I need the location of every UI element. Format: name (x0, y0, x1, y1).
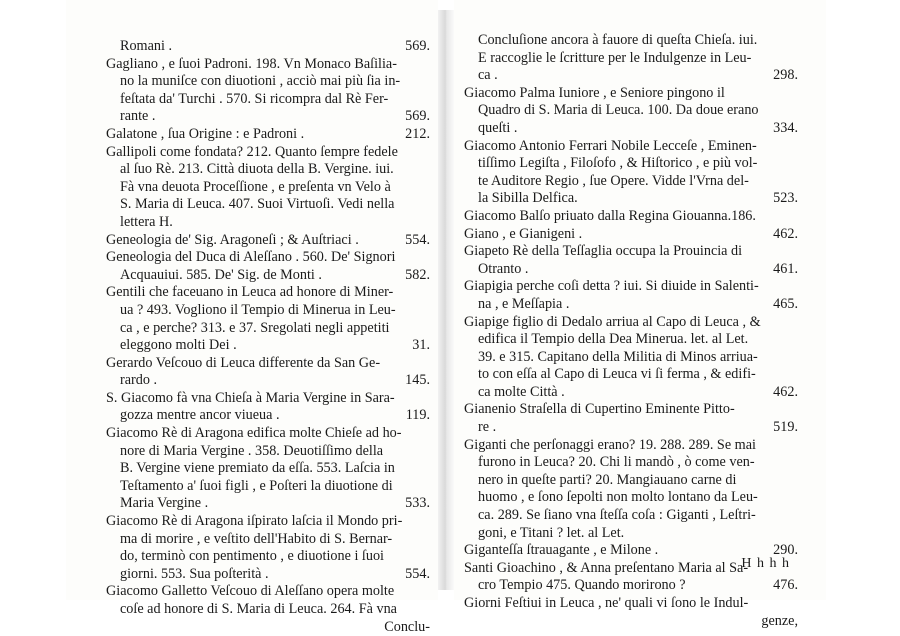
index-line (106, 108, 430, 126)
index-entry-text: tiſſimo Legiſta , Filoſofo , & Hiſtorico , e più vol- (478, 155, 758, 172)
index-line (464, 278, 798, 296)
index-entry-text: Giganti che perſonaggi erano? 19. 288. 289. Se mai (464, 436, 756, 453)
index-entry-text: te Auditore Regio , ſue Opere. Vidde l'Vrna del- (478, 172, 749, 189)
index-entry-text: Giacomo Galletto Veſcouo di Aleſſano opera molte (106, 583, 395, 600)
index-entry-text: ma di morire , e veſtito dell'Habito di S. Bernar- (120, 530, 393, 547)
index-entry-text: queſti . (478, 119, 518, 136)
index-entry-text: Gianenio Straſella di Cupertino Eminente Pitto- (464, 401, 735, 418)
page-reference: 31. (412, 337, 430, 354)
index-line (106, 214, 430, 232)
index-line (464, 208, 798, 226)
index-line (464, 577, 798, 595)
index-line (464, 173, 798, 191)
index-line (106, 390, 430, 408)
index-line (106, 372, 430, 390)
index-line (464, 384, 798, 402)
index-entry-text: ua ? 493. Vogliono il Tempio di Minerua in Leu- (120, 301, 396, 318)
index-entry-text: Giacomo Rè di Aragona iſpirato laſcia il Mondo pri- (106, 513, 403, 530)
index-line (464, 595, 798, 613)
index-entry-text: Giapige figlio di Dedalo arriua al Capo di Leuca , & (464, 313, 761, 330)
index-line (464, 613, 798, 631)
index-line (106, 38, 430, 56)
index-entry-text: Maria Vergine . (120, 495, 209, 512)
index-entry-text: Giacomo Balſo priuato dalla Regina Giouanna.186. (464, 207, 756, 224)
index-entry-text: Gagliano , e ſuoi Padroni. 198. Vn Monaco Baſilia- (106, 55, 397, 72)
index-entry-text: cro Tempio 475. Quando morirono ? (478, 577, 686, 594)
index-entry-text: nero in queſte parti? 20. Mangiauano carne di (478, 471, 737, 488)
index-line (464, 366, 798, 384)
index-line (464, 507, 798, 525)
page-reference: 554. (405, 231, 430, 248)
index-line (106, 56, 430, 74)
index-entry-text: Giacomo Palma Iuniore , e Seniore pingono il (464, 84, 725, 101)
page-reference: 582. (405, 266, 430, 283)
page-reference: 290. (773, 542, 798, 559)
page-reference: Conclu- (384, 618, 430, 635)
index-entry-text: to con eſſa al Capo di Leuca vi ſi ferma , & edifi- (478, 366, 756, 383)
index-line (106, 284, 430, 302)
index-line (464, 243, 798, 261)
index-entry-text: giorni. 553. Sua poſterità . (120, 565, 269, 582)
page-reference: 145. (405, 372, 430, 389)
signature-mark: H h h h (741, 556, 790, 571)
index-entry-text: Romani . (120, 38, 173, 54)
index-line (106, 460, 430, 478)
index-line (106, 91, 430, 109)
page-reference: 462. (773, 225, 798, 242)
index-entry-text: Acquauiui. 585. De' Sig. de Monti . (120, 266, 322, 283)
right-index-column (464, 32, 798, 630)
index-entry-text: Giacomo Antonio Ferrari Nobile Lecceſe , Eminen- (464, 137, 757, 154)
index-entry-text: Gerardo Veſcouo di Leuca differente da San Ge- (106, 354, 381, 371)
index-entry-text: S. Maria di Leuca. 407. Suoi Virtuoſi. Vedi nella (120, 196, 395, 213)
index-line (464, 472, 798, 490)
index-line (464, 437, 798, 455)
index-entry-text: Concluſione ancora à fauore di queſta Chieſa. iui. (478, 32, 758, 48)
index-entry-text: la Sibilla Delfica. (478, 190, 578, 207)
index-line (464, 525, 798, 543)
index-line (464, 85, 798, 103)
index-entry-text: coſe ad honore di S. Maria di Leuca. 264. Fà vna (120, 601, 397, 617)
index-entry-text: furono in Leuca? 20. Chi li mandò , ò come ven- (478, 454, 755, 471)
index-entry-text: re . (478, 419, 497, 436)
index-entry-text: Geneologia de' Sig. Aragoneſi ; & Auſtriaci . (106, 231, 359, 248)
index-line (106, 337, 430, 355)
index-line (464, 32, 798, 50)
index-entry-text: E raccoglie le ſcritture per le Indulgenze in Leu- (478, 49, 752, 66)
index-entry-text: Quadro di S. Maria di Leuca. 100. Da doue erano (478, 102, 759, 119)
index-entry-text: no la muniſce con diuotioni , acciò mai più ſia in- (120, 73, 401, 90)
book-gutter (438, 10, 454, 590)
index-line (106, 232, 430, 250)
index-line (464, 349, 798, 367)
index-entry-text: Giano , e Gianigeni . (464, 225, 583, 242)
index-line (106, 407, 430, 425)
index-entry-text: Otranto . (478, 260, 529, 277)
index-entry-text: 39. e 315. Capitano della Militia di Minos arriua- (478, 348, 758, 365)
index-line (106, 73, 430, 91)
index-line (106, 531, 430, 549)
index-line (106, 179, 430, 197)
left-index-column (106, 38, 430, 636)
index-line (106, 196, 430, 214)
index-entry-text: Geneologia del Duca di Aleſſano . 560. De' Signori (106, 249, 396, 266)
index-entry-text: gozza mentre ancor viueua . (120, 407, 280, 424)
page-reference: 465. (773, 295, 798, 312)
index-line (106, 355, 430, 373)
page-reference: 523. (773, 190, 798, 207)
index-line (106, 566, 430, 584)
index-line (106, 320, 430, 338)
left-page (66, 0, 438, 635)
page-reference: 334. (773, 119, 798, 136)
index-line (106, 601, 430, 619)
index-line (464, 314, 798, 332)
index-line (106, 513, 430, 531)
index-line (464, 155, 798, 173)
index-entry-text: Teſtamento a' ſuoi figli , e Poſteri la diuotione di (120, 477, 393, 494)
page-reference: 554. (405, 565, 430, 582)
index-entry-text: Gallipoli come fondata? 212. Quanto ſempre fedele (106, 143, 398, 160)
index-entry-text: nore di Maria Vergine . 358. Deuotiſſimo della (120, 442, 384, 459)
index-entry-text: al ſuo Rè. 213. Città diuota della B. Vergine. iui. (120, 161, 394, 178)
index-line (106, 548, 430, 566)
index-entry-text: feſtata da' Turchi . 570. Si ricompra dal Rè Fer- (120, 90, 389, 107)
index-entry-text: S. Giacomo fà vna Chieſa à Maria Vergine in Sara- (106, 389, 395, 406)
index-line (464, 67, 798, 85)
index-entry-text: Giapigia perche coſi detta ? iui. Si diuide in Salenti- (464, 278, 759, 295)
index-entry-text: Giganteſſa ſtrauagante , e Milone . (464, 542, 659, 559)
index-line (106, 478, 430, 496)
page-reference: 462. (773, 383, 798, 400)
index-entry-text: edifica il Tempio della Dea Minerua. let. al Let. (478, 331, 749, 348)
page-reference: 298. (773, 67, 798, 84)
index-entry-text: Giorni Feſtiui in Leuca , ne' quali vi ſono le Indul- (464, 595, 749, 611)
index-line (464, 489, 798, 507)
index-entry-text: ca. 289. Se ſiano vna ſteſſa coſa : Giganti , Leſtri- (478, 507, 756, 524)
page-reference: 476. (773, 577, 798, 594)
index-line (106, 126, 430, 144)
index-line (106, 161, 430, 179)
page-reference: 569. (405, 38, 430, 54)
right-page (454, 0, 826, 629)
index-entry-text: Giacomo Rè di Aragona edifica molte Chieſe ad ho- (106, 425, 402, 442)
index-line (106, 249, 430, 267)
index-entry-text: B. Vergine viene premiato da eſſa. 553. Laſcia in (120, 460, 395, 477)
index-line (464, 401, 798, 419)
index-entry-text: eleggono molti Dei . (120, 337, 237, 354)
index-line (106, 443, 430, 461)
index-line (106, 267, 430, 285)
page-reference: 119. (405, 407, 430, 424)
index-line (106, 495, 430, 513)
index-entry-text: goni, e Titani ? let. al Let. (478, 524, 625, 541)
index-line (464, 120, 798, 138)
index-entry-text: rante . (120, 108, 156, 125)
index-entry-text: huomo , e ſono ſepolti non molto lontano da Leu- (478, 489, 758, 506)
index-line (464, 296, 798, 314)
index-line (464, 190, 798, 208)
index-entry-text: Santi Gioachino , & Anna preſentano Maria al Sa- (464, 559, 749, 576)
page-reference: 461. (773, 260, 798, 277)
page-reference: 533. (405, 495, 430, 512)
index-entry-text: ca molte Città . (478, 383, 565, 400)
index-line (106, 302, 430, 320)
index-line (464, 138, 798, 156)
index-line (106, 144, 430, 162)
index-entry-text: Gentili che faceuano in Leuca ad honore di Miner- (106, 284, 394, 301)
page-reference: 569. (405, 108, 430, 125)
page-reference: 212. (405, 125, 430, 142)
index-entry-text: Galatone , ſua Origine : e Padroni . (106, 125, 305, 142)
index-line (464, 454, 798, 472)
index-entry-text: lettera H. (120, 213, 173, 230)
page-reference: 519. (773, 419, 798, 436)
index-entry-text: Giapeto Rè della Teſſaglia occupa la Prouincia di (464, 243, 743, 260)
index-entry-text: do, terminò con pentimento , e diuotione i ſuoi (120, 548, 384, 565)
index-line (464, 226, 798, 244)
index-line (464, 331, 798, 349)
index-entry-text: ca , e perche? 313. e 37. Sregolati negli appetiti (120, 319, 390, 336)
index-line (464, 419, 798, 437)
index-line (106, 583, 430, 601)
index-line (464, 50, 798, 68)
index-entry-text: na , e Meſſapia . (478, 295, 570, 312)
index-entry-text: Fà vna deuota Proceſſione , e preſenta vn Velo à (120, 178, 391, 195)
index-entry-text: rardo . (120, 372, 158, 389)
index-line (106, 619, 430, 636)
index-line (464, 102, 798, 120)
index-line (106, 425, 430, 443)
page-reference: genze, (761, 612, 798, 629)
index-line (464, 261, 798, 279)
index-entry-text: ca . (478, 67, 498, 84)
